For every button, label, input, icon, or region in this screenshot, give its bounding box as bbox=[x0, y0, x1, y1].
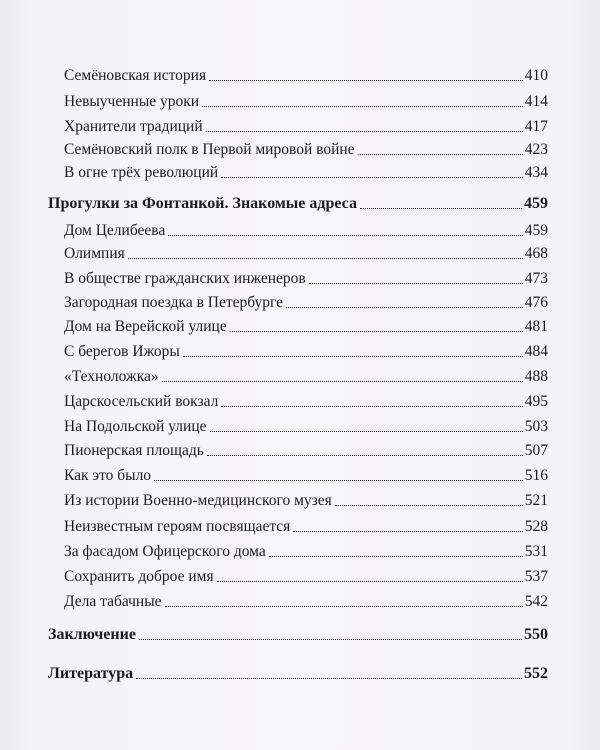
toc-entry bbox=[0, 593, 548, 611]
toc-entry-title: Дом Целибеева bbox=[64, 222, 166, 239]
toc-entry bbox=[0, 222, 548, 240]
toc-entry bbox=[0, 467, 548, 485]
toc-entry-page: 410 bbox=[524, 67, 548, 84]
toc-entry bbox=[0, 393, 548, 411]
dot-leader bbox=[269, 556, 523, 557]
toc-entry-page: 468 bbox=[524, 245, 548, 262]
dot-leader bbox=[221, 406, 522, 407]
toc-entry-title: Олимпия bbox=[64, 245, 125, 262]
toc-entry-page: 484 bbox=[524, 343, 548, 360]
toc-entry-title: В обществе гражданских инженеров bbox=[64, 270, 306, 287]
toc-entry-page: 488 bbox=[524, 368, 548, 385]
toc-entry-title: В огне трёх революций bbox=[64, 164, 219, 181]
toc-entry bbox=[0, 93, 548, 111]
toc-entry-page: 423 bbox=[524, 141, 548, 158]
toc-entry-title: На Подольской улице bbox=[64, 418, 207, 435]
toc-section-title: Заключение bbox=[48, 626, 136, 643]
toc-entry-page: 537 bbox=[524, 568, 548, 585]
toc-entry-title: Царскосельский вокзал bbox=[64, 393, 219, 410]
toc-entry-page: 417 bbox=[524, 118, 548, 135]
toc-section-page: 459 bbox=[524, 195, 548, 212]
dot-leader bbox=[139, 639, 522, 640]
dot-leader bbox=[230, 331, 523, 332]
toc-entry-page: 521 bbox=[524, 492, 548, 509]
toc-entry-title: Из истории Военно-медицинского музея bbox=[64, 492, 332, 509]
toc-section-page: 552 bbox=[524, 665, 548, 682]
toc-section-conclusion bbox=[0, 626, 548, 644]
dot-leader bbox=[358, 154, 523, 155]
toc-entry-title: Дела табачные bbox=[64, 593, 162, 610]
dot-leader bbox=[293, 531, 522, 532]
toc-entry-page: 542 bbox=[524, 593, 548, 610]
toc-entry-title: Как это было bbox=[64, 467, 152, 484]
toc-entry bbox=[0, 118, 548, 136]
toc-entry bbox=[0, 442, 548, 460]
toc-entry-page: 473 bbox=[524, 270, 548, 287]
toc-entry-title: Семёновская история bbox=[64, 67, 207, 84]
toc-entry-title: Загородная поездка в Петербурге bbox=[64, 294, 284, 311]
dot-leader bbox=[202, 106, 523, 107]
dot-leader bbox=[286, 307, 523, 308]
toc-entry bbox=[0, 294, 548, 312]
toc-section-page: 550 bbox=[524, 626, 548, 643]
toc-entry bbox=[0, 568, 548, 586]
toc-entry bbox=[0, 492, 548, 510]
dot-leader bbox=[168, 235, 523, 236]
toc-entry bbox=[0, 67, 548, 85]
toc-entry-title: Невыученные уроки bbox=[64, 93, 200, 110]
dot-leader bbox=[360, 208, 522, 209]
toc-entry-page: 528 bbox=[524, 518, 548, 535]
toc-entry-page: 507 bbox=[524, 442, 548, 459]
toc-entry bbox=[0, 343, 548, 361]
toc-entry bbox=[0, 418, 548, 436]
dot-leader bbox=[221, 177, 523, 178]
dot-leader bbox=[210, 431, 523, 432]
dot-leader bbox=[165, 606, 523, 607]
dot-leader bbox=[309, 283, 523, 284]
dot-leader bbox=[207, 455, 523, 456]
toc-entry-title: Хранители традиций bbox=[64, 118, 203, 135]
dot-leader bbox=[128, 258, 523, 259]
toc-entry-page: 503 bbox=[524, 418, 548, 435]
toc-entry-title: Пионерская площадь bbox=[64, 442, 204, 459]
toc-entry-page: 476 bbox=[524, 294, 548, 311]
toc-entry bbox=[0, 141, 548, 159]
toc-entry-page: 531 bbox=[524, 543, 548, 560]
toc-entry-title: Неизвестным героям посвящается bbox=[64, 518, 291, 535]
toc-entry-page: 459 bbox=[524, 222, 548, 239]
toc-entry-page: 434 bbox=[524, 164, 548, 181]
toc-entry-title: За фасадом Офицерского дома bbox=[64, 543, 266, 560]
toc-entry-title: «Техноложка» bbox=[64, 368, 159, 385]
toc-section-title: Прогулки за Фонтанкой. Знакомые адреса bbox=[48, 195, 357, 212]
toc-entry-title: Сохранить доброе имя bbox=[64, 568, 214, 585]
toc-section-title: Литература bbox=[48, 665, 134, 682]
toc-entry-page: 516 bbox=[524, 467, 548, 484]
dot-leader bbox=[162, 381, 523, 382]
toc-entry-page: 481 bbox=[524, 318, 548, 335]
toc-entry bbox=[0, 270, 548, 288]
toc-entry bbox=[0, 543, 548, 561]
toc-entry-title: Дом на Верейской улице bbox=[64, 318, 227, 335]
dot-leader bbox=[206, 131, 523, 132]
dot-leader bbox=[217, 581, 523, 582]
dot-leader bbox=[335, 505, 523, 506]
toc-entry bbox=[0, 518, 548, 536]
toc-entry bbox=[0, 245, 548, 263]
toc-entry-title: Семёновский полк в Первой мировой войне bbox=[64, 141, 355, 158]
dot-leader bbox=[183, 356, 523, 357]
dot-leader bbox=[136, 678, 522, 679]
dot-leader bbox=[209, 80, 523, 81]
toc-entry bbox=[0, 318, 548, 336]
dot-leader bbox=[154, 480, 523, 481]
toc-entry-page: 495 bbox=[524, 393, 548, 410]
toc-entry-page: 414 bbox=[524, 93, 548, 110]
toc-section-fontanka bbox=[0, 195, 548, 213]
toc-entry bbox=[0, 368, 548, 386]
toc-entry bbox=[0, 164, 548, 182]
toc-section-literature bbox=[0, 665, 548, 683]
toc-entry-title: С берегов Ижоры bbox=[64, 343, 180, 360]
